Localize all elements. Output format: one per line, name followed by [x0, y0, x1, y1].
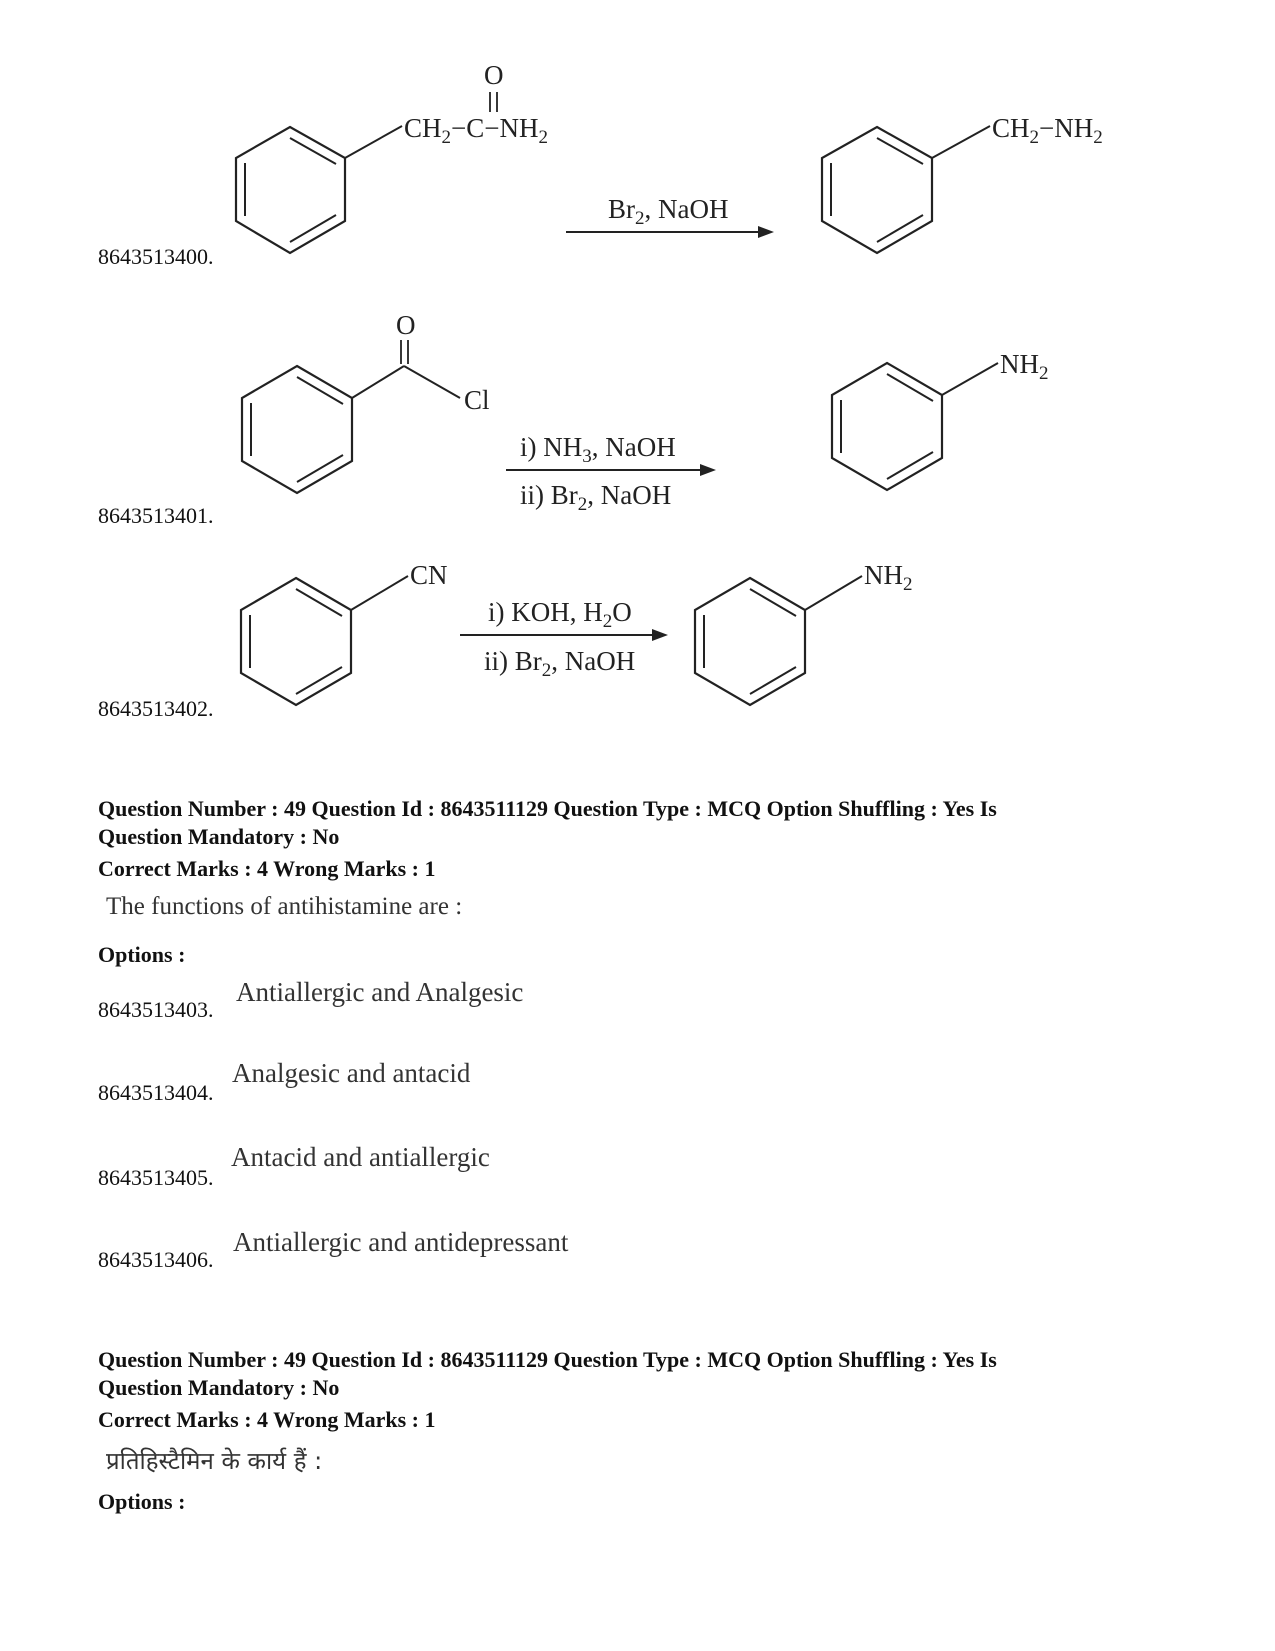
product-benzene-ring	[822, 127, 932, 253]
option-id: 8643513401.	[98, 503, 214, 528]
reaction-3	[241, 560, 913, 705]
arrow-head	[652, 629, 668, 641]
arrow-head	[758, 226, 774, 238]
reagent-line-1: i) $NH_3$, NaOH	[520, 432, 676, 467]
reactant-bond	[345, 126, 402, 158]
product-bond	[932, 126, 990, 158]
question-text: The functions of antihistamine are :	[106, 893, 463, 920]
option-id: 8643513405.	[98, 1165, 214, 1190]
option-text: Antiallergic and Analgesic	[236, 977, 524, 1007]
reaction-2	[242, 310, 1049, 515]
reagent-line-2: ii) $Br_2$, NaOH	[520, 480, 672, 515]
option-id: 8643513406.	[98, 1247, 214, 1272]
arrow-head	[700, 464, 716, 476]
option-text: Antacid and antiallergic	[231, 1142, 490, 1172]
c-cl-bond	[404, 366, 460, 398]
reagent-text: $Br_2$, NaOH	[608, 194, 729, 229]
reaction-1	[236, 60, 1103, 253]
reactant-benzene-ring	[241, 578, 351, 705]
reactant-benzene-ring	[242, 366, 352, 493]
option-id: 8643513403.	[98, 997, 214, 1022]
reactant-oxygen: O	[484, 60, 504, 90]
question-header-line-2: Question Mandatory : No	[98, 824, 340, 849]
option-id: 8643513404.	[98, 1080, 214, 1105]
reactant-ch2: $CH_2-C-NH_2$	[404, 113, 548, 148]
question-header-line-1: Question Number : 49 Question Id : 8643511129 Question Type : MCQ Option Shuffling : Yes Is	[98, 1347, 997, 1372]
product-benzene-ring	[832, 363, 942, 490]
question-text-hindi: प्रतिहिस्टैमिन के कार्य हैं :	[106, 1447, 323, 1475]
option-text: Antiallergic and antidepressant	[233, 1227, 569, 1257]
options-label: Options :	[98, 942, 186, 967]
product-nh2: $NH_2$	[1000, 349, 1049, 384]
option-id: 8643513400.	[98, 244, 214, 269]
carbonyl-bond	[352, 366, 404, 398]
option-id: 8643513402.	[98, 696, 214, 721]
question-header	[98, 1346, 1178, 1402]
option-text: Analgesic and antacid	[232, 1058, 471, 1088]
product-benzene-ring	[695, 578, 805, 705]
question-header-line-2: Question Mandatory : No	[98, 1375, 340, 1400]
question-marks: Correct Marks : 4 Wrong Marks : 1	[98, 1407, 436, 1432]
chlorine: Cl	[464, 385, 490, 415]
product-nh2: $NH_2$	[864, 560, 913, 595]
reaction-diagrams	[0, 0, 1275, 760]
question-header-line-1: Question Number : 49 Question Id : 8643511129 Question Type : MCQ Option Shuffling : Yes Is	[98, 796, 997, 821]
question-marks: Correct Marks : 4 Wrong Marks : 1	[98, 856, 436, 881]
reactant-benzene-ring	[236, 127, 345, 253]
product-bond	[805, 576, 862, 610]
reagent-line-1: i) KOH, $H_2O$	[488, 597, 632, 632]
nitrile-group: CN	[410, 560, 448, 590]
reagent-line-2: ii) $Br_2$, NaOH	[484, 646, 636, 681]
options-label: Options :	[98, 1489, 186, 1514]
product-bond	[942, 363, 998, 395]
product-ch2nh2: $CH_2-NH_2$	[992, 113, 1103, 148]
question-header	[98, 795, 1178, 851]
acyl-oxygen: O	[396, 310, 416, 340]
nitrile-bond	[351, 576, 408, 610]
